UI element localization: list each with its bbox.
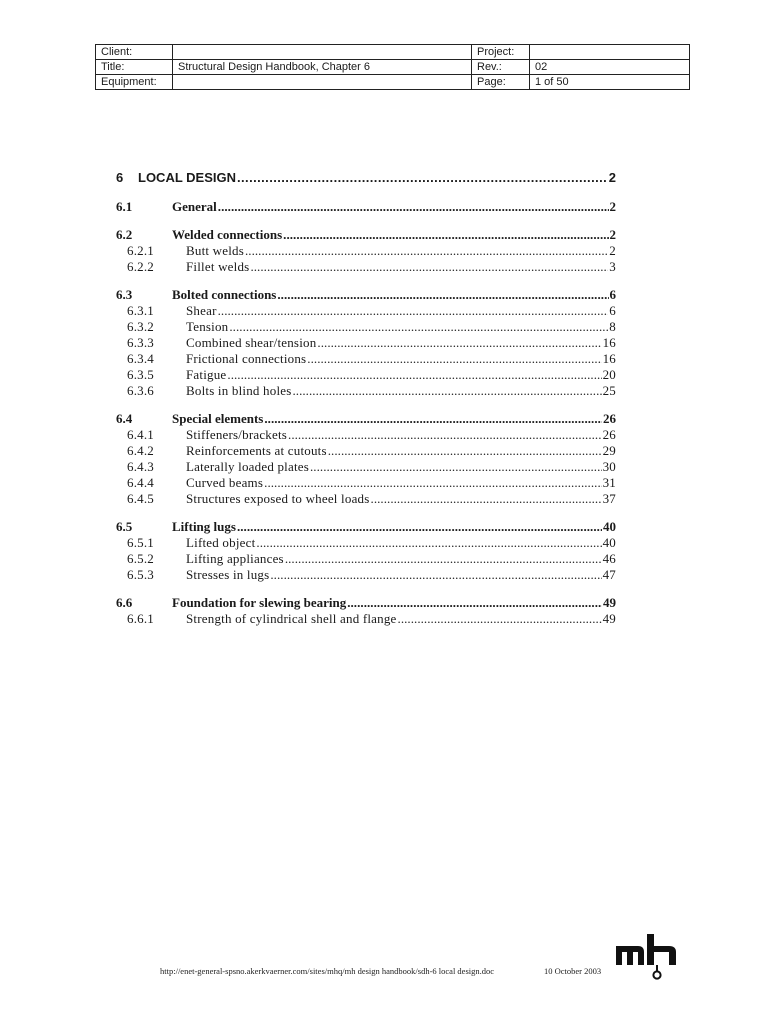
toc-subsection-entry-number: 6.4.5 <box>127 491 154 506</box>
toc-chapter-number: 6 <box>116 170 124 185</box>
toc-subsection-entry-title: Shear <box>186 303 217 318</box>
toc-leader-dots <box>218 199 609 215</box>
footer-document-path: http://enet-general-spsno.akerkvaerner.com/sites/mhq/mh design handbook/sdh-6 local design.doc <box>160 966 495 976</box>
toc-section-entry-title: Bolted connections <box>172 287 277 302</box>
toc-section-entry-page: 6 <box>609 287 616 302</box>
toc-subsection-entry-page: 16 <box>602 335 616 350</box>
toc-section-entry-title: Lifting lugs <box>172 519 236 534</box>
toc-leader-dots <box>250 259 608 275</box>
toc-chapter-title: LOCAL DESIGN <box>138 170 236 185</box>
toc-leader-dots <box>285 551 602 567</box>
toc-subsection-entry-number: 6.3.5 <box>127 367 154 382</box>
toc-section-entry-title: Special elements <box>172 411 264 426</box>
hook-icon <box>653 965 660 979</box>
toc-section-entry-number: 6.6 <box>116 595 133 610</box>
toc-section-entry-page: 26 <box>603 411 616 426</box>
toc-section-entry-page: 49 <box>603 595 616 610</box>
toc-subsection-entry-page: 2 <box>609 243 616 258</box>
toc-subsection-entry-number: 6.4.1 <box>127 427 154 442</box>
page-label: Page: <box>472 75 530 90</box>
toc-section-entry-number: 6.4 <box>116 411 133 426</box>
rev-value: 02 <box>530 60 690 75</box>
toc-leader-dots <box>270 567 601 583</box>
toc-section-entry-number: 6.2 <box>116 227 133 242</box>
toc-subsection-entry-title: Reinforcements at cutouts <box>186 443 327 458</box>
toc-subsection-entry-number: 6.4.4 <box>127 475 154 490</box>
toc-section-entry-title: Welded connections <box>172 227 283 242</box>
toc-subsection-entry[interactable] <box>116 551 616 567</box>
toc-subsection-entry[interactable] <box>116 319 616 335</box>
toc-subsection-entry[interactable] <box>116 351 616 367</box>
toc-subsection-entry-number: 6.3.4 <box>127 351 154 366</box>
toc-subsection-entry-number: 6.3.3 <box>127 335 154 350</box>
toc-subsection-entry[interactable] <box>116 335 616 351</box>
toc-subsection-entry-number: 6.3.6 <box>127 383 154 398</box>
toc-subsection-entry-page: 31 <box>602 475 616 490</box>
toc-subsection-entry[interactable] <box>116 443 616 459</box>
toc-subsection-entry-number: 6.2.2 <box>127 259 154 274</box>
toc-subsection-entry[interactable] <box>116 243 616 259</box>
toc-subsection-entry-title: Stiffeners/brackets <box>186 427 288 442</box>
title-value: Structural Design Handbook, Chapter 6 <box>173 60 472 75</box>
toc-subsection-entry-number: 6.3.1 <box>127 303 154 318</box>
toc-section-entry-title: Foundation for slewing bearing <box>172 595 347 610</box>
project-label: Project: <box>472 45 530 60</box>
toc-subsection-entry-title: Fatigue <box>186 367 227 382</box>
toc-subsection-entry-number: 6.4.2 <box>127 443 154 458</box>
toc-subsection-entry[interactable] <box>116 475 616 491</box>
footer-date: 10 October 2003 <box>544 966 602 976</box>
toc-leader-dots <box>264 475 601 491</box>
toc-subsection-entry-page: 8 <box>609 319 616 334</box>
toc-subsection-entry-page: 20 <box>602 367 616 382</box>
toc-section-entry-title: General <box>172 199 217 214</box>
toc-subsection-entry[interactable] <box>116 611 616 627</box>
toc-subsection-entry-page: 16 <box>602 351 616 366</box>
toc-subsection-entry-number: 6.3.2 <box>127 319 154 334</box>
toc-subsection-entry-number: 6.6.1 <box>127 611 154 626</box>
toc-section-entry[interactable] <box>116 519 616 535</box>
toc-subsection-entry-page: 49 <box>602 611 616 626</box>
toc-subsection-entry-page: 46 <box>602 551 616 566</box>
toc-subsection-entry-title: Lifted object <box>186 535 256 550</box>
toc-section-entry-number: 6.1 <box>116 199 133 214</box>
mh-logo-h-glyph <box>647 934 676 965</box>
toc-leader-dots <box>307 351 601 367</box>
toc-subsection-entry-number: 6.5.3 <box>127 567 154 582</box>
toc-section-entry[interactable] <box>116 199 616 215</box>
mh-logo <box>614 930 684 980</box>
toc-section-entry-number: 6.5 <box>116 519 133 534</box>
toc-subsection-entry-title: Butt welds <box>186 243 244 258</box>
toc-subsection-entry[interactable] <box>116 491 616 507</box>
toc-leader-dots <box>283 227 608 243</box>
toc-leader-dots <box>371 491 602 507</box>
toc-subsection-entry-page: 40 <box>602 535 616 550</box>
toc-leader-dots <box>347 595 602 611</box>
toc-leader-dots <box>237 519 602 535</box>
toc-subsection-entry[interactable] <box>116 427 616 443</box>
toc-subsection-entry-page: 6 <box>609 303 616 318</box>
toc-leader-dots <box>237 170 608 185</box>
toc-leader-dots <box>277 287 608 303</box>
toc-subsection-entry-title: Stresses in lugs <box>186 567 270 582</box>
toc-section-entry[interactable] <box>116 411 616 427</box>
toc-chapter-page: 2 <box>608 170 616 185</box>
toc-section-entry[interactable] <box>116 287 616 303</box>
toc-leader-dots <box>245 243 608 259</box>
toc-subsection-entry-page: 30 <box>602 459 616 474</box>
toc-leader-dots <box>292 383 601 399</box>
mh-logo-m-glyph <box>616 946 644 965</box>
toc-subsection-entry[interactable] <box>116 367 616 383</box>
toc-subsection-entry-page: 37 <box>602 491 616 506</box>
toc-leader-dots <box>288 427 602 443</box>
toc-section-entry[interactable] <box>116 227 616 243</box>
toc-subsection-entry-page: 25 <box>602 383 616 398</box>
page-value: 1 of 50 <box>530 75 690 90</box>
toc-sections <box>116 199 616 627</box>
equipment-label: Equipment: <box>96 75 173 90</box>
toc-subsection-entry-page: 26 <box>602 427 616 442</box>
toc-subsection-entry-title: Fillet welds <box>186 259 250 274</box>
toc-subsection-entry-title: Bolts in blind holes <box>186 383 292 398</box>
toc-subsection-entry[interactable] <box>116 259 616 275</box>
toc-subsection-entry-title: Strength of cylindrical shell and flange <box>186 611 397 626</box>
toc-subsection-entry-page: 47 <box>602 567 616 582</box>
toc-subsection-entry-number: 6.5.2 <box>127 551 154 566</box>
toc-leader-dots <box>229 319 608 335</box>
toc-leader-dots <box>218 303 609 319</box>
toc-subsection-entry-page: 3 <box>609 259 616 274</box>
toc-section-entry-number: 6.3 <box>116 287 133 302</box>
toc-section-entry-page: 2 <box>609 227 616 242</box>
toc-subsection-entry-title: Lifting appliances <box>186 551 284 566</box>
client-label: Client: <box>96 45 173 60</box>
toc-subsection-entry-title: Combined shear/tension <box>186 335 317 350</box>
toc-subsection-entry-title: Frictional connections <box>186 351 307 366</box>
page-footer <box>160 966 602 976</box>
rev-label: Rev.: <box>472 60 530 75</box>
toc-subsection-entry-page: 29 <box>602 443 616 458</box>
equipment-value <box>173 75 472 90</box>
toc-leader-dots <box>227 367 601 383</box>
toc-leader-dots <box>317 335 601 351</box>
title-label: Title: <box>96 60 173 75</box>
toc-section-entry-page: 2 <box>609 199 616 214</box>
document-header-table <box>95 44 690 90</box>
client-value <box>173 45 472 60</box>
toc-subsection-entry[interactable] <box>116 535 616 551</box>
toc-subsection-entry[interactable] <box>116 567 616 583</box>
toc-chapter-entry[interactable] <box>116 170 616 190</box>
toc-leader-dots <box>328 443 602 459</box>
toc-subsection-entry-title: Tension <box>186 319 229 334</box>
toc-section-entry-page: 40 <box>603 519 616 534</box>
toc-subsection-entry[interactable] <box>116 459 616 475</box>
toc-subsection-entry-number: 6.5.1 <box>127 535 154 550</box>
toc-subsection-entry-number: 6.4.3 <box>127 459 154 474</box>
toc-subsection-entry-title: Structures exposed to wheel loads <box>186 491 370 506</box>
table-of-contents <box>116 170 616 627</box>
toc-subsection-entry-title: Curved beams <box>186 475 264 490</box>
project-value <box>530 45 690 60</box>
toc-leader-dots <box>264 411 602 427</box>
toc-leader-dots <box>310 459 602 475</box>
toc-section-entry[interactable] <box>116 595 616 611</box>
toc-subsection-entry[interactable] <box>116 303 616 319</box>
toc-subsection-entry[interactable] <box>116 383 616 399</box>
toc-subsection-entry-number: 6.2.1 <box>127 243 154 258</box>
toc-leader-dots <box>398 611 602 627</box>
toc-subsection-entry-title: Laterally loaded plates <box>186 459 309 474</box>
toc-leader-dots <box>256 535 601 551</box>
